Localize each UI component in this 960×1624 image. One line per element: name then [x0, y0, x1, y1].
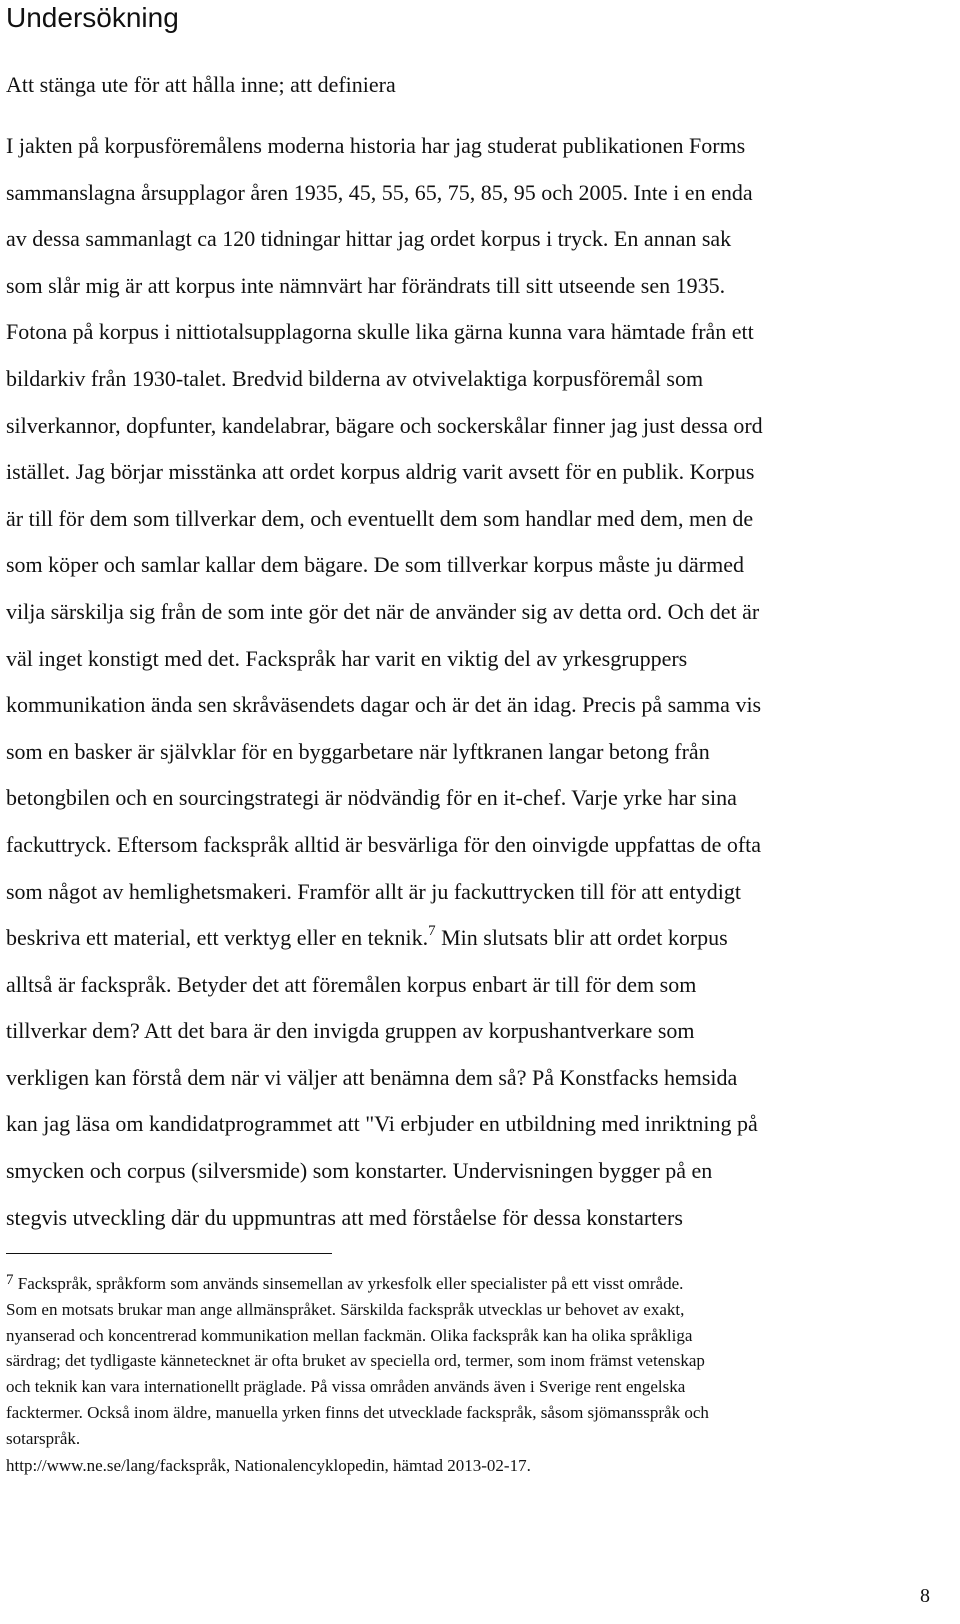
body-line: sammanslagna årsupplagor åren 1935, 45, 55, 65, 75, 85, 95 och 2005. Inte i en enda [6, 179, 753, 205]
footnote-line: facktermer. Också inom äldre, manuella yrken finns det utvecklade fackspråk, såsom sjömansspråk och [6, 1402, 709, 1422]
footnote-line: och teknik kan vara internationellt präglade. På vissa områden används även i Sverige rent engelska [6, 1377, 686, 1397]
footnote-line: Som en motsats brukar man ange allmänspråket. Särskilda fackspråk utvecklas ur behovet av exakt, [6, 1299, 685, 1319]
footnote-line: särdrag; det tydligaste kännetecknet är ofta bruket av speciella ord, termer, som inom främst vetenskap [6, 1351, 705, 1371]
footnote-line: nyanserad och koncentrerad kommunikation mellan fackmän. Olika fackspråk kan ha olika språkliga [6, 1325, 693, 1345]
body-line: stegvis utveckling där du uppmuntras att med förståelse för dessa konstarters [6, 1204, 683, 1230]
body-line: som köper och samlar kallar dem bägare. De som tillverkar korpus måste ju därmed [6, 552, 744, 578]
footnote [6, 1273, 951, 1454]
section-subheading: Att stänga ute för att hålla inne; att definiera [6, 72, 396, 97]
footnote-line: sotarspråk. [6, 1428, 81, 1448]
body-line-with-footnote [6, 920, 951, 967]
body-line: fackuttryck. Eftersom fackspråk alltid är besvärliga för den oinvigde uppfattas de ofta [6, 831, 762, 857]
body-line: alltså är fackspråk. Betyder det att föremålen korpus enbart är till för dem som [6, 971, 697, 997]
footnote-marker: 7 [6, 1272, 14, 1288]
body-line: kan jag läsa om kandidatprogrammet att "Vi erbjuder en utbildning med inriktning på [6, 1111, 758, 1137]
footnote-first-line [6, 1273, 951, 1299]
body-line: kommunikation ända sen skråväsendets dagar och är det än idag. Precis på samma vis [6, 692, 762, 718]
page-number: 8 [920, 1585, 930, 1607]
body-line: silverkannor, dopfunter, kandelabrar, bägare och sockerskålar finner jag just dessa ord [6, 412, 763, 438]
footnote-reference[interactable]: 7 [428, 923, 436, 940]
body-line: smycken och corpus (silversmide) som konstarter. Undervisningen bygger på en [6, 1158, 713, 1184]
body-line: verkligen kan förstå dem när vi väljer att benämna dem så? På Konstfacks hemsida [6, 1064, 738, 1090]
body-text [6, 128, 951, 1246]
body-line: väl inget konstigt med det. Fackspråk har varit en viktig del av yrkesgruppers [6, 645, 688, 671]
body-line-before-ref: beskriva ett material, ett verktyg eller en teknik. [6, 925, 429, 951]
section-heading: Undersökning [6, 2, 179, 33]
body-line: som en basker är självklar för en byggarbetare när lyftkranen langar betong från [6, 738, 710, 764]
body-line: tillverkar dem? Att det bara är den invigda gruppen av korpushantverkare som [6, 1018, 695, 1044]
footnote-source-link[interactable]: http://www.ne.se/lang/fackspråk, Nationalencyklopedin, hämtad 2013-02-17. [6, 1456, 531, 1475]
footnote-divider [6, 1253, 332, 1254]
body-line: är till för dem som tillverkar dem, och eventuellt dem som handlar med dem, men de [6, 505, 754, 531]
body-line: som något av hemlighetsmakeri. Framför allt är ju fackuttrycken till för att entydigt [6, 878, 741, 904]
body-line: av dessa sammanlagt ca 120 tidningar hittar jag ordet korpus i tryck. En annan sak [6, 226, 732, 252]
footnote-text: Fackspråk, språkform som används sinsemellan av yrkesfolk eller specialister på ett visst område. [13, 1274, 684, 1293]
body-line: Fotona på korpus i nittiotalsupplagorna skulle lika gärna kunna vara hämtade från ett [6, 319, 754, 345]
body-line: istället. Jag börjar misstänka att ordet korpus aldrig varit avsett för en publik. Korpus [6, 459, 755, 485]
body-line: bildarkiv från 1930-talet. Bredvid bilderna av otvivelaktiga korpusföremål som [6, 365, 704, 391]
body-line: som slår mig är att korpus inte nämnvärt har förändrats till sitt utseende sen 1935. [6, 272, 726, 298]
body-line: I jakten på korpusföremålens moderna historia har jag studerat publikationen Forms [6, 133, 746, 158]
body-line-after-ref: Min slutsats blir att ordet korpus [435, 925, 728, 951]
body-line: betongbilen och en sourcingstrategi är nödvändig för en it-chef. Varje yrke har sina [6, 785, 737, 811]
body-line: vilja särskilja sig från de som inte gör det när de använder sig av detta ord. Och det är [6, 598, 760, 624]
